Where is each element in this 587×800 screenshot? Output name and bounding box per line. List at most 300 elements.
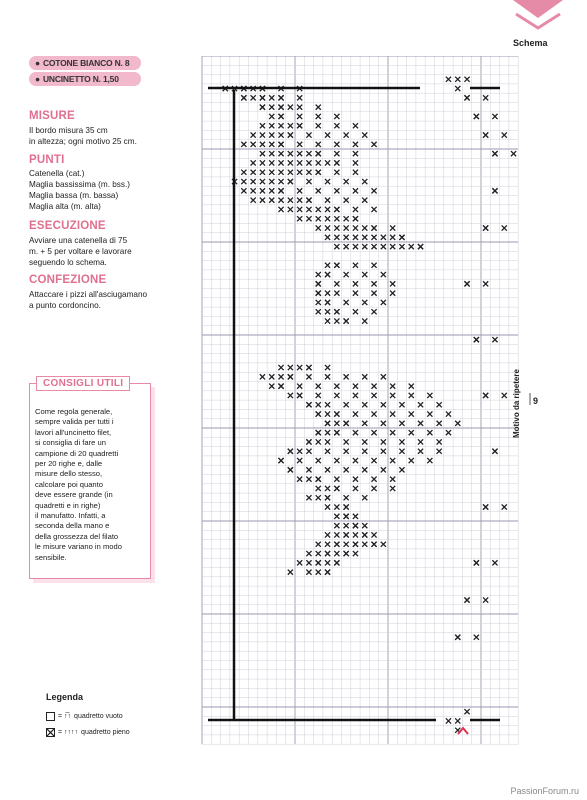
filled-cell-mark: [297, 170, 302, 175]
filled-cell-mark: [269, 142, 274, 147]
filled-cell-mark: [251, 95, 256, 100]
filled-cell-mark: [334, 309, 339, 314]
filled-cell-mark: [316, 105, 321, 110]
filled-cell-mark: [316, 560, 321, 565]
filled-cell-mark: [325, 160, 330, 165]
filled-cell-mark: [427, 393, 432, 398]
text-line: sempre valida per tutti i: [35, 417, 114, 427]
bullet-icon: ●: [35, 58, 40, 68]
filled-cell-mark: [316, 309, 321, 314]
filled-cell-mark: [418, 421, 423, 426]
filled-cell-mark: [288, 179, 293, 184]
filled-cell-mark: [353, 430, 358, 435]
filled-cell-mark: [492, 449, 497, 454]
filled-cell-mark: [390, 384, 395, 389]
legend-full: [46, 728, 130, 737]
filled-cell-mark: [260, 123, 265, 128]
filled-cell-mark: [316, 123, 321, 128]
filled-cell-mark: [251, 160, 256, 165]
filled-cell-mark: [306, 560, 311, 565]
text-line: sensibile.: [35, 552, 67, 562]
filled-cell-mark: [409, 430, 414, 435]
filled-cell-mark: [334, 384, 339, 389]
material-pill-thread: [29, 56, 141, 70]
filled-cell-mark: [353, 532, 358, 537]
filled-cell-mark: [362, 132, 367, 137]
filled-cell-mark: [297, 207, 302, 212]
filled-cell-mark: [464, 597, 469, 602]
filled-cell-mark: [344, 449, 349, 454]
filled-cell-mark: [306, 467, 311, 472]
filled-cell-mark: [260, 95, 265, 100]
filled-cell-mark: [325, 216, 330, 221]
filled-cell-mark: [446, 411, 451, 416]
filled-cell-mark: [306, 495, 311, 500]
filled-cell-mark: [353, 486, 358, 491]
filled-cell-mark: [418, 402, 423, 407]
filled-cell-mark: [278, 170, 283, 175]
filled-cell-mark: [381, 421, 386, 426]
filled-cell-mark: [334, 291, 339, 296]
filled-cell-mark: [288, 105, 293, 110]
filled-cell-mark: [344, 179, 349, 184]
filled-cell-mark: [381, 402, 386, 407]
filled-cell-mark: [362, 272, 367, 277]
filled-cell-mark: [288, 449, 293, 454]
filled-cell-mark: [297, 560, 302, 565]
filled-cell-mark: [483, 597, 488, 602]
filled-cell-mark: [297, 198, 302, 203]
filled-cell-mark: [325, 272, 330, 277]
filled-cell-mark: [437, 402, 442, 407]
page-number: 9: [533, 396, 539, 406]
filled-cell-mark: [306, 439, 311, 444]
material-label: COTONE BIANCO N. 8: [42, 58, 130, 68]
filled-cell-mark: [344, 300, 349, 305]
filled-cell-mark: [325, 365, 330, 370]
filled-cell-mark: [316, 384, 321, 389]
text-line: in altezza; ogni motivo 25 cm.: [29, 137, 137, 146]
filled-cell-mark: [316, 430, 321, 435]
filled-cell-mark: [316, 477, 321, 482]
filled-cell-mark: [371, 532, 376, 537]
filled-cell-mark: [306, 216, 311, 221]
filled-cell-mark: [353, 142, 358, 147]
filled-cell-mark: [241, 188, 246, 193]
filled-cell-mark: [362, 318, 367, 323]
filled-cell-mark: [325, 374, 330, 379]
filled-cell-mark: [362, 467, 367, 472]
filled-cell-mark: [483, 393, 488, 398]
filled-cell-mark: [371, 477, 376, 482]
page-marker: [529, 393, 531, 405]
text-line: Maglia alta (m. alta): [29, 202, 101, 211]
filled-cell-mark: [278, 105, 283, 110]
filled-cell-mark: [316, 207, 321, 212]
filled-cell-mark: [269, 170, 274, 175]
bullet-icon: ●: [35, 74, 40, 84]
filled-cell-mark: [334, 160, 339, 165]
filled-cell-mark: [334, 114, 339, 119]
filled-cell-mark: [260, 142, 265, 147]
filled-cell-mark: [427, 458, 432, 463]
filled-cell-mark: [297, 449, 302, 454]
filled-cell-mark: [288, 365, 293, 370]
text-line: seguendo lo schema.: [29, 258, 107, 267]
filled-cell-mark: [297, 114, 302, 119]
filled-cell-mark: [362, 235, 367, 240]
legend-title: Legenda: [46, 692, 84, 702]
filled-cell-mark: [334, 486, 339, 491]
filled-cell-mark: [316, 411, 321, 416]
filled-cell-mark: [241, 95, 246, 100]
filled-cell-mark: [325, 430, 330, 435]
chart-grid: [202, 56, 518, 744]
filled-cell-mark: [437, 439, 442, 444]
filled-cell-mark: [278, 123, 283, 128]
filled-cell-mark: [306, 198, 311, 203]
filled-cell-mark: [362, 300, 367, 305]
filled-cell-mark: [325, 467, 330, 472]
filled-cell-mark: [288, 123, 293, 128]
text-line: calcolare poi quanto: [35, 479, 103, 489]
filled-cell-mark: [297, 105, 302, 110]
filled-cell-mark: [390, 235, 395, 240]
filled-cell-mark: [344, 504, 349, 509]
filled-cell-mark: [325, 291, 330, 296]
filled-cell-mark: [492, 188, 497, 193]
filled-cell-mark: [260, 170, 265, 175]
filled-cell-mark: [344, 216, 349, 221]
empty-square-icon: [46, 712, 55, 721]
filled-cell-mark: [334, 458, 339, 463]
filled-cell-mark: [251, 132, 256, 137]
filled-cell-mark: [399, 449, 404, 454]
filled-cell-mark: [316, 188, 321, 193]
filled-cell-mark: [381, 235, 386, 240]
filled-cell-mark: [464, 95, 469, 100]
filled-cell-mark: [483, 95, 488, 100]
text-line: si consiglia di fare un: [35, 438, 106, 448]
text-line: quadretti e in righe): [35, 500, 101, 510]
filled-cell-mark: [399, 439, 404, 444]
filled-cell-mark: [316, 542, 321, 547]
filled-cell-mark: [409, 393, 414, 398]
filled-cell-mark: [334, 542, 339, 547]
filled-cell-mark: [344, 421, 349, 426]
filled-cell-mark: [260, 374, 265, 379]
filled-cell-mark: [381, 244, 386, 249]
filled-cell-mark: [316, 300, 321, 305]
filled-cell-mark: [362, 225, 367, 230]
filled-cell-mark: [251, 142, 256, 147]
filled-cell-mark: [362, 523, 367, 528]
filled-cell-mark: [474, 560, 479, 565]
filled-cell-mark: [399, 421, 404, 426]
chart-borders: [208, 88, 500, 734]
filled-cell-mark: [344, 235, 349, 240]
filled-cell-mark: [334, 560, 339, 565]
filled-cell-mark: [260, 151, 265, 156]
filled-cell-mark: [334, 421, 339, 426]
filled-cell-mark: [390, 430, 395, 435]
filled-cell-mark: [288, 393, 293, 398]
filled-cell-mark: [334, 551, 339, 556]
text-line: m. + 5 per voltare e lavorare: [29, 247, 132, 256]
filled-cell-mark: [344, 318, 349, 323]
filled-cell-mark: [381, 439, 386, 444]
filled-cell-mark: [316, 486, 321, 491]
filled-cell-mark: [474, 114, 479, 119]
filled-cell-mark: [353, 384, 358, 389]
filled-cell-mark: [371, 188, 376, 193]
filled-cell-mark: [269, 123, 274, 128]
filled-cell-mark: [241, 142, 246, 147]
filled-cell-mark: [437, 421, 442, 426]
text-line: Avviare una catenella di 75: [29, 236, 128, 245]
filled-square-icon: [46, 728, 55, 737]
filled-cell-mark: [297, 160, 302, 165]
filled-cell-mark: [316, 570, 321, 575]
filled-cell-mark: [306, 402, 311, 407]
filled-cell-mark: [325, 300, 330, 305]
text-line: della grossezza del filato: [35, 531, 119, 541]
text-line: misure dello stesso,: [35, 469, 103, 479]
filled-cell-mark: [446, 718, 451, 723]
filled-cell-mark: [260, 179, 265, 184]
confezione-text: [29, 289, 189, 311]
filled-cell-mark: [381, 542, 386, 547]
filled-cell-mark: [306, 374, 311, 379]
legend-symbol: = ↑↑↑↑: [58, 729, 79, 736]
punti-text: [29, 168, 189, 212]
filled-cell-mark: [297, 477, 302, 482]
filled-cell-mark: [269, 114, 274, 119]
text-line: campione di 20 quadretti: [35, 448, 119, 458]
filled-cell-mark: [371, 458, 376, 463]
filled-cell-mark: [483, 132, 488, 137]
filled-cell-mark: [362, 495, 367, 500]
filled-cell-mark: [325, 560, 330, 565]
text-line: per 20 righe e, dalle: [35, 459, 103, 469]
filled-cell-mark: [344, 132, 349, 137]
filled-cell-mark: [371, 486, 376, 491]
filled-cell-mark: [418, 244, 423, 249]
filled-cell-mark: [306, 179, 311, 184]
filled-cell-mark: [316, 225, 321, 230]
filled-cell-mark: [474, 635, 479, 640]
text-line: le misure variano in modo: [35, 542, 122, 552]
filled-cell-mark: [297, 188, 302, 193]
filled-cell-mark: [390, 244, 395, 249]
filled-cell-mark: [381, 467, 386, 472]
filled-cell-mark: [353, 477, 358, 482]
esecuzione-text: [29, 235, 189, 268]
filled-cell-mark: [464, 709, 469, 714]
filled-cell-mark: [334, 170, 339, 175]
filled-cell-mark: [344, 542, 349, 547]
filled-cell-mark: [316, 393, 321, 398]
filled-cell-mark: [306, 170, 311, 175]
filled-cell-mark: [344, 225, 349, 230]
filled-cell-mark: [278, 374, 283, 379]
confezione-title: CONFEZIONE: [29, 274, 107, 286]
filled-cell-mark: [325, 439, 330, 444]
legend-symbol: = ↑̅↑: [58, 713, 72, 720]
filled-cell-mark: [353, 309, 358, 314]
filled-cell-mark: [344, 198, 349, 203]
filled-cell-mark: [353, 235, 358, 240]
filled-cell-mark: [334, 225, 339, 230]
filled-cell-mark: [316, 151, 321, 156]
filled-cell-mark: [306, 160, 311, 165]
filled-cell-mark: [334, 514, 339, 519]
legend-label: quadretto pieno: [81, 729, 130, 736]
filled-cell-mark: [334, 123, 339, 128]
filled-cell-mark: [455, 77, 460, 82]
filled-cell-mark: [399, 235, 404, 240]
filled-cell-mark: [390, 393, 395, 398]
filled-cell-mark: [344, 495, 349, 500]
filled-cell-mark: [325, 309, 330, 314]
filled-cell-mark: [483, 504, 488, 509]
filled-cell-mark: [409, 458, 414, 463]
filled-cell-mark: [278, 160, 283, 165]
filled-cell-mark: [278, 188, 283, 193]
text-line: Come regola generale,: [35, 407, 113, 416]
filled-cell-mark: [353, 207, 358, 212]
esecuzione-title: ESECUZIONE: [29, 220, 106, 232]
filled-cell-mark: [325, 179, 330, 184]
filled-cell-mark: [325, 486, 330, 491]
filled-cell-mark: [474, 337, 479, 342]
filled-cell-mark: [269, 132, 274, 137]
filled-cell-mark: [371, 542, 376, 547]
filled-cell-mark: [483, 225, 488, 230]
filled-cell-mark: [334, 263, 339, 268]
filled-cell-mark: [371, 225, 376, 230]
misure-title: MISURE: [29, 110, 75, 122]
filet-chart: [198, 56, 532, 750]
material-pill-hook: [29, 72, 141, 86]
repeat-label: Motivo da ripetere: [512, 369, 521, 438]
filled-cell-mark: [399, 467, 404, 472]
filled-cell-mark: [353, 551, 358, 556]
filled-cell-mark: [306, 477, 311, 482]
filled-cell-mark: [446, 430, 451, 435]
filled-cell-mark: [306, 449, 311, 454]
section-label: Schema: [513, 38, 548, 48]
filled-cell-mark: [288, 198, 293, 203]
filled-cell-mark: [344, 551, 349, 556]
filled-cell-mark: [492, 114, 497, 119]
filled-cell-mark: [381, 374, 386, 379]
filled-cell-mark: [251, 179, 256, 184]
filled-cell-mark: [306, 207, 311, 212]
filled-cell-mark: [446, 77, 451, 82]
filled-cell-mark: [260, 105, 265, 110]
filled-cell-mark: [399, 402, 404, 407]
filled-cell-mark: [502, 132, 507, 137]
text-line: lavori all'uncinetto filet,: [35, 427, 112, 437]
filled-cell-mark: [334, 244, 339, 249]
filled-cell-mark: [353, 225, 358, 230]
filled-cell-mark: [288, 374, 293, 379]
text-line: Il bordo misura 35 cm: [29, 126, 108, 135]
filled-cell-mark: [371, 142, 376, 147]
filled-cell-mark: [278, 114, 283, 119]
filled-cell-mark: [241, 179, 246, 184]
text-line: Catenella (cat.): [29, 169, 85, 178]
filled-cell-mark: [492, 337, 497, 342]
filled-cell-mark: [390, 477, 395, 482]
filled-cell-mark: [269, 179, 274, 184]
filled-cell-mark: [371, 291, 376, 296]
punti-title: PUNTI: [29, 154, 65, 166]
filled-cell-mark: [390, 225, 395, 230]
chevron-decoration-icon: [513, 0, 563, 34]
filled-cell-mark: [316, 495, 321, 500]
filled-cell-mark: [344, 439, 349, 444]
filled-cell-mark: [362, 542, 367, 547]
filled-cell-mark: [362, 198, 367, 203]
filled-cell-mark: [381, 300, 386, 305]
filled-cell-mark: [371, 235, 376, 240]
filled-cell-mark: [269, 95, 274, 100]
filled-cell-mark: [316, 291, 321, 296]
misure-text: [29, 125, 189, 147]
filled-cell-mark: [334, 281, 339, 286]
filled-cell-mark: [297, 151, 302, 156]
filled-cell-mark: [353, 291, 358, 296]
filled-cell-mark: [306, 132, 311, 137]
filled-cell-mark: [297, 216, 302, 221]
filled-cell-mark: [269, 384, 274, 389]
filled-cell-mark: [427, 430, 432, 435]
filled-cell-mark: [353, 151, 358, 156]
filled-cell-mark: [418, 439, 423, 444]
filled-cell-mark: [371, 263, 376, 268]
filled-cell-mark: [409, 244, 414, 249]
filled-cell-mark: [260, 198, 265, 203]
filled-cell-mark: [288, 170, 293, 175]
filled-cell-mark: [325, 207, 330, 212]
filled-cell-mark: [492, 560, 497, 565]
text-line: il manufatto. Infatti, a: [35, 511, 106, 521]
filled-cell-mark: [306, 570, 311, 575]
filled-cell-mark: [325, 495, 330, 500]
filled-cell-mark: [316, 142, 321, 147]
filled-cell-mark: [325, 449, 330, 454]
filled-cell-mark: [371, 430, 376, 435]
filled-cell-mark: [278, 198, 283, 203]
filled-cell-mark: [511, 151, 516, 156]
filled-cell-mark: [316, 170, 321, 175]
filled-cell-mark: [260, 132, 265, 137]
filled-cell-mark: [325, 551, 330, 556]
filled-cell-mark: [353, 244, 358, 249]
filled-cell-mark: [353, 263, 358, 268]
filled-cell-mark: [353, 523, 358, 528]
filled-cell-mark: [502, 393, 507, 398]
filled-cell-mark: [288, 132, 293, 137]
filled-cell-mark: [278, 458, 283, 463]
filled-cell-mark: [278, 207, 283, 212]
filled-cell-mark: [334, 207, 339, 212]
filled-cell-mark: [418, 449, 423, 454]
filled-cell-mark: [288, 151, 293, 156]
filled-cell-mark: [278, 142, 283, 147]
